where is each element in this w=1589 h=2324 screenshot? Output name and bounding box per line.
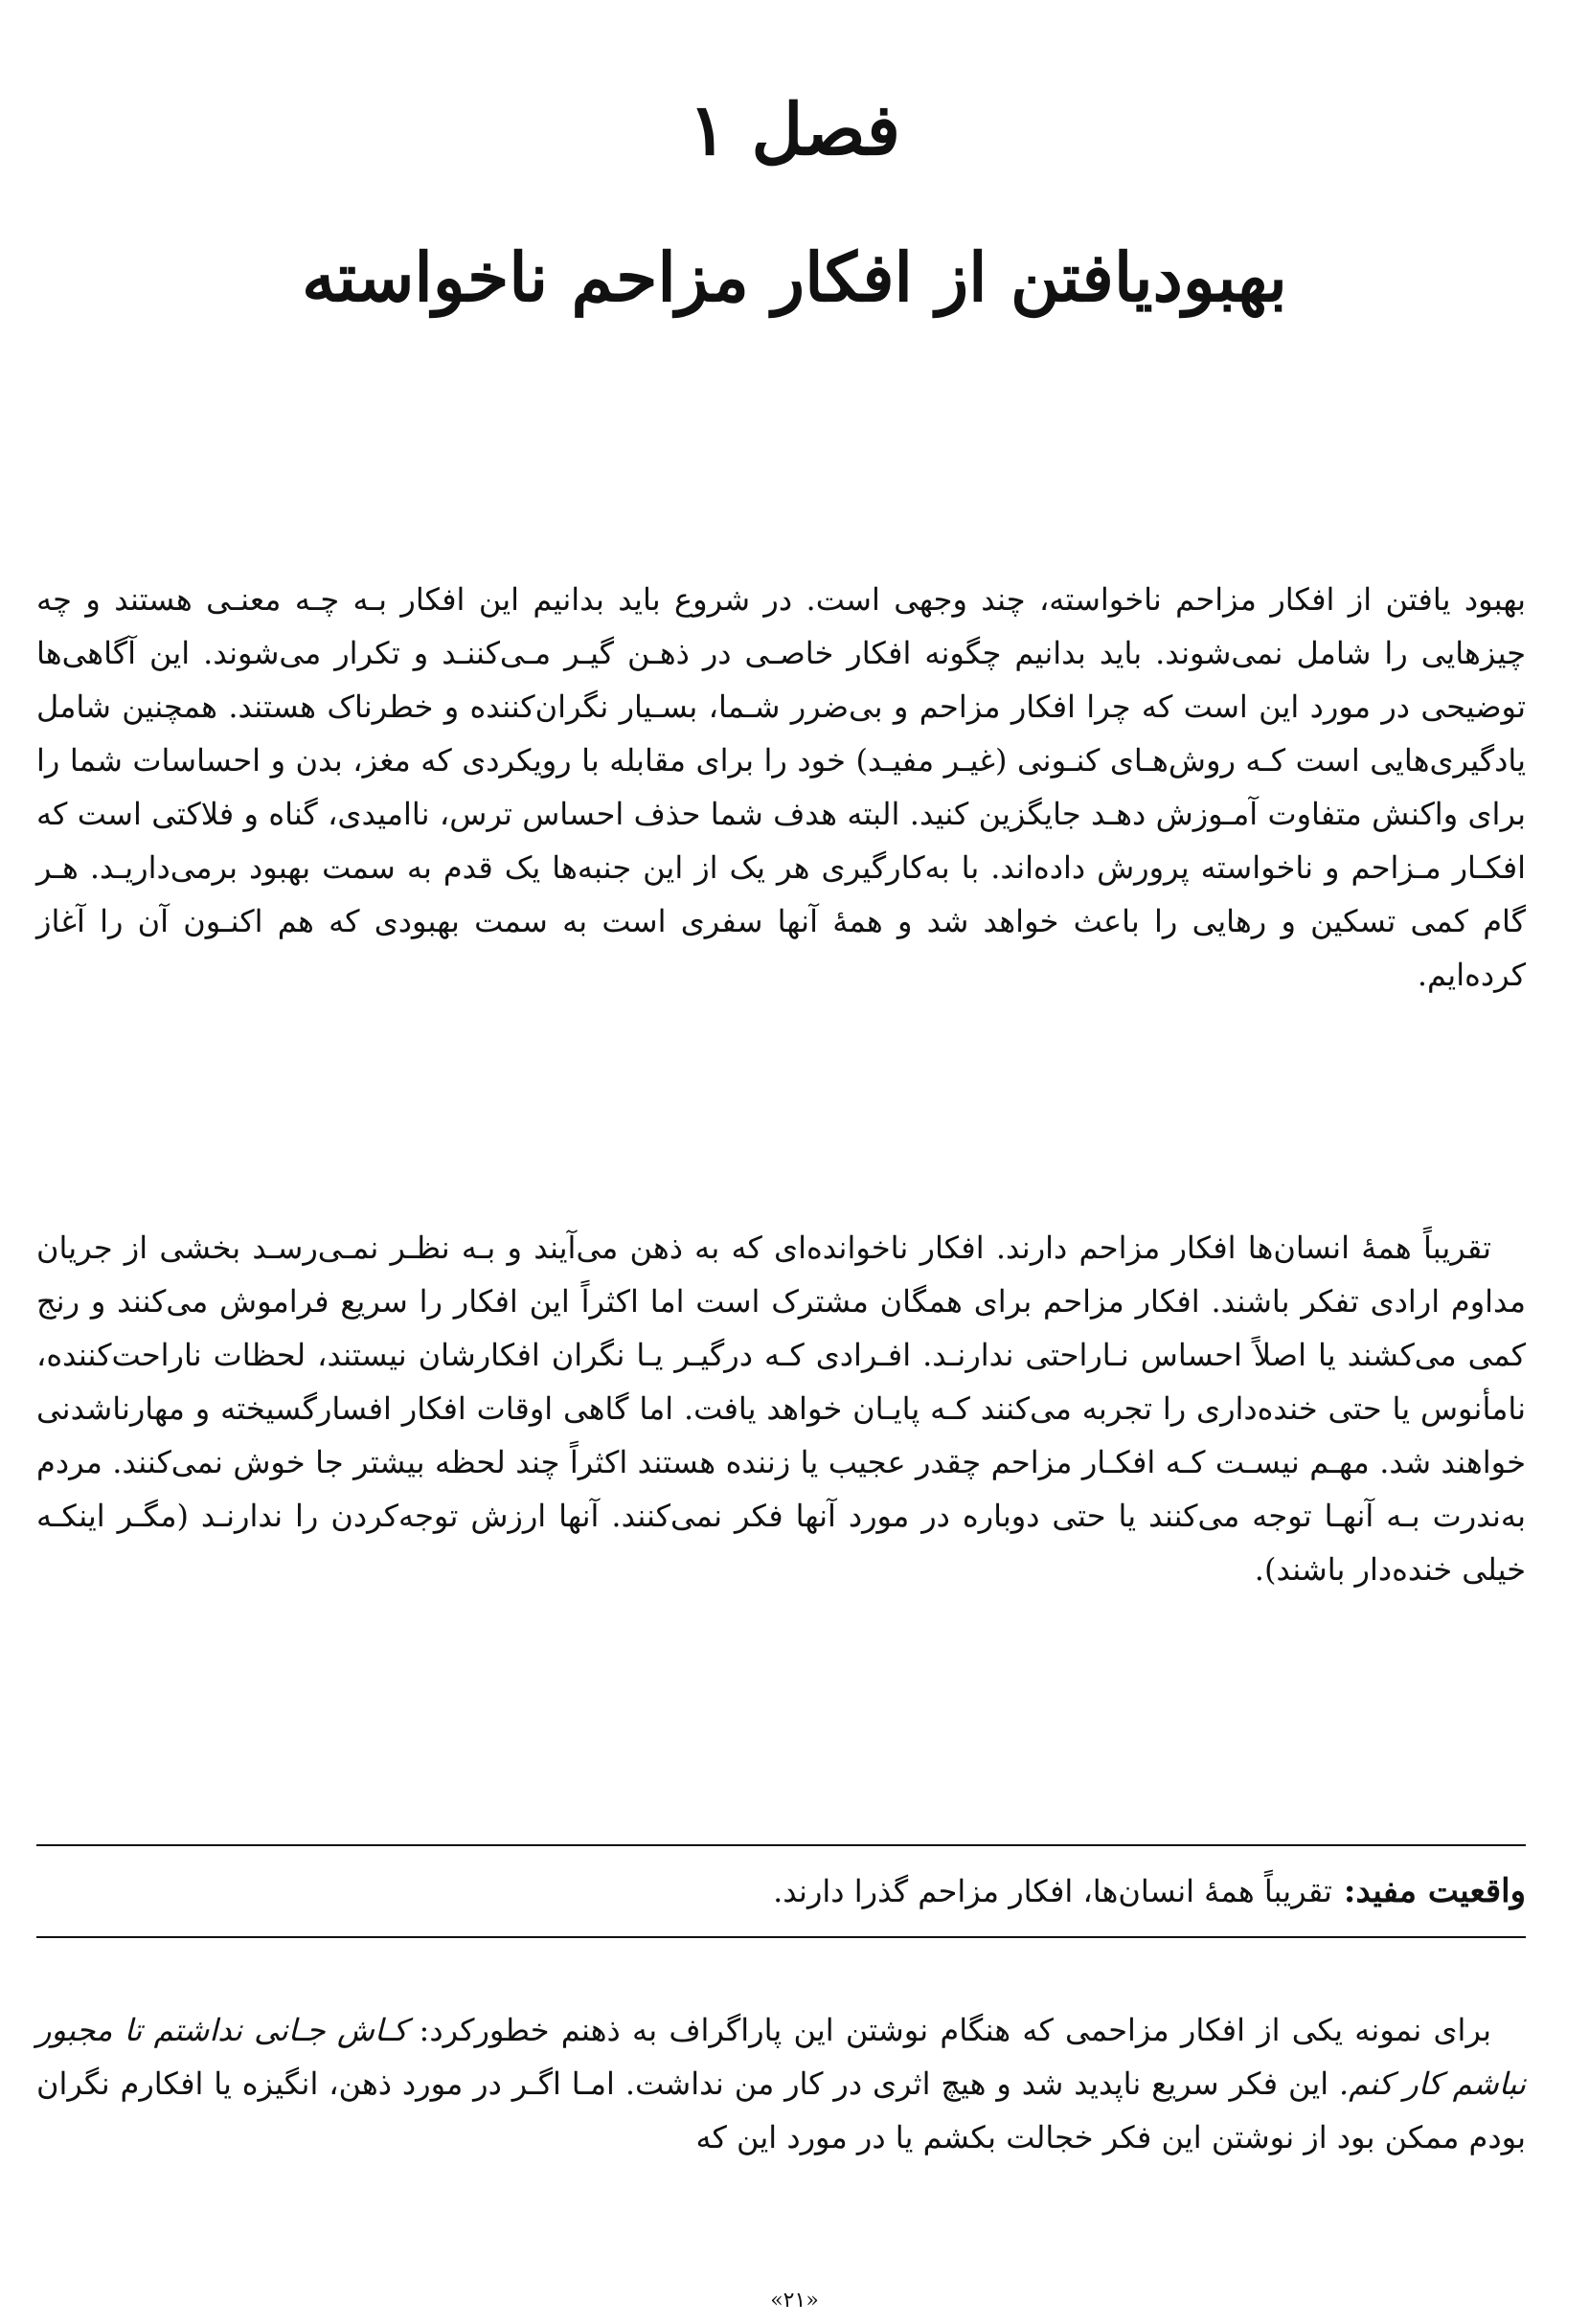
second-paragraph: تقریباً همهٔ انسان‌ها افکار مزاحم دارند. افکار ناخوانده‌ای که به ذهن می‌آیند و بـه نظـر نمـی‌رسـد بخشی از جریان مداوم ارادی تفکر باشند. افکار مزاحم برای همگان مشترک است اما اکثراً این افکار را سریع فراموش می‌کنند و رنج کمی می‌کشند یا اصلاً احساس نـاراحتی ندارنـد. افـرادی کـه درگیـر یـا نگران افکارشان نیستند، لحظات ناراحت‌کننده، نامأنوس یا حتی خنده‌داری را تجربه می‌کنند کـه پایـان خواهد یافت. اما گاهی اوقات افکار افسارگسیخته و مهارناشدنی خواهند شد. مهـم نیسـت کـه افکـار مزاحم چقدر عجیب یا زننده هستند اکثراً چند لحظه بیشتر جا خوش نمی‌کنند. مردم به‌ندرت بـه آنهـا توجه می‌کنند یا حتی دوباره در مورد آنها فکر نمی‌کنند. آنها ارزش توجه‌کردن را ندارنـد (مگـر اینکـه خیلی خنده‌دار باشند). [36, 1230, 1526, 1588]
example-text-end: این فکر سریع ناپدید شد و هیچ اثری در کار من نداشت. امـا اگـر در مورد ذهن، انگیزه یا افکارم نگران بودم ممکن بود از نوشتن این فکر خجالت بکشم یا در مورد این که [36, 2065, 1526, 2155]
example-intrusive-thought: کـاش جـانی نداشتم تا مجبور نباشم کار کنم. [36, 2012, 1527, 2102]
example-paragraph [36, 2003, 1526, 2164]
intro-paragraph: بهبود یافتن از افکار مزاحم ناخواسته، چند وجهی است. در شروع باید بدانیم این افکار بـه چـه معنـی هستند و چه چیزهایی را شامل نمی‌شوند. باید بدانیم چگونه افکار خاصـی در ذهـن گیـر مـی‌کننـد و تکرار می‌شوند. این آگاهی‌ها توضیحی در مورد این است که چرا افکار مزاحم و بی‌ضرر شـما، بسـیار نگران‌کننده و خطرناک هستند. همچنین شامل یادگیری‌هایی است کـه روش‌هـای کنـونی (غیـر مفیـد) خود را برای مقابله با رویکردی که مغز، بدن و احساسات شما را برای واکنش متفاوت آمـوزش دهـد جایگزین کنید. البته هدف شما حذف احساس ترس، ناامیدی، گناه و فلاکتی است که افکـار مـزاحم و ناخواسته پرورش داده‌اند. با به‌کارگیری هر یک از این جنبه‌ها یک قدم به سمت بهبود برمی‌داریـد. هـر گام کمی تسکین و رهایی را باعث خواهد شد و همهٔ آنها سفری است به سمت بهبودی که هم اکنـون آن را آغاز کرده‌ایم. [36, 581, 1527, 993]
fact-text: تقریباً همهٔ انسان‌ها، افکار مزاحم گذرا دارند. [773, 1873, 1332, 1909]
fact-label: واقعیت مفید: [1343, 1872, 1526, 1910]
chapter-number: فصل ۱ [688, 89, 901, 171]
example-text-start: برای نمونه یکی از افکار مزاحمی که هنگام نوشتن این پاراگراف به ذهنم خطورکرد: [407, 2012, 1492, 2048]
helpful-fact-box [36, 1844, 1526, 1938]
page-number: «۲۱» [770, 2289, 819, 2313]
chapter-title: بهبودیافتن از افکار مزاحم ناخواسته [302, 237, 1287, 317]
